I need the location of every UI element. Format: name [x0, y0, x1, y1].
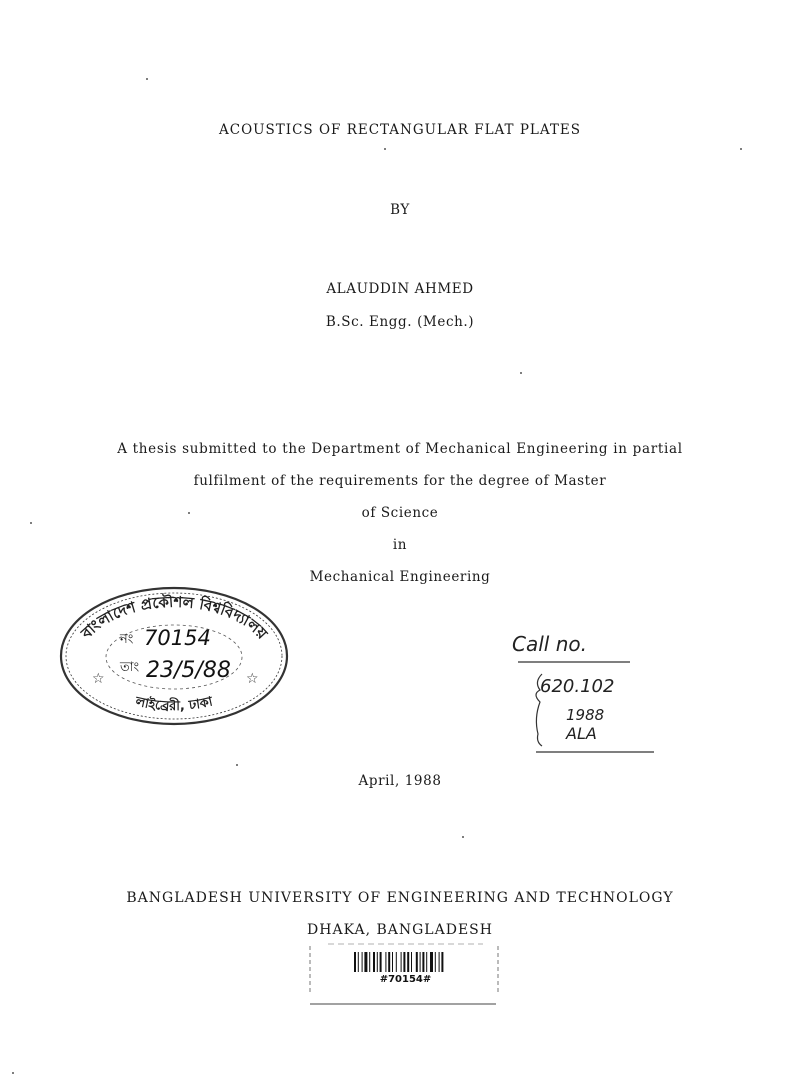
stamp-bottom-text: লাইব্রেরী, ঢাকা [133, 694, 215, 715]
stamp-date-value: 23/5/88 [146, 658, 231, 683]
stamp-accession-number: 70154 [144, 626, 211, 650]
institution-location: DHAKA, BANGLADESH [307, 922, 493, 938]
stamp-date-prefix: তাং [120, 660, 140, 675]
stamp-accession-prefix: নং [120, 632, 134, 647]
svg-text:লাইব্রেরী, ঢাকা [133, 694, 215, 714]
star-icon: ☆ [92, 671, 105, 687]
call-number-note [508, 618, 658, 758]
call-number-heading: Call no. [512, 632, 587, 656]
stamp-ring-text: বাংলাদেশ প্রকৌশল বিশ্ববিদ্যালয় [77, 592, 272, 643]
call-number-author-code: ALA [566, 724, 597, 743]
barcode-bars [354, 952, 443, 972]
thesis-title: ACOUSTICS OF RECTANGULAR FLAT PLATES [218, 122, 582, 138]
statement-line-1: A thesis submitted to the Department of Mechanical Engineering in partial [117, 441, 683, 457]
submission-date: April, 1988 [358, 773, 442, 789]
institution-name: BANGLADESH UNIVERSITY OF ENGINEERING AND TECHNOLOGY [126, 890, 674, 906]
statement-line-3: of Science [361, 505, 439, 521]
barcode-number: #70154# [379, 974, 432, 985]
call-number-class: 620.102 [540, 676, 615, 697]
library-stamp [58, 585, 290, 727]
author-degree: B.Sc. Engg. (Mech.) [325, 314, 475, 330]
statement-line-4: in [392, 537, 408, 553]
author-name: ALAUDDIN AHMED [326, 281, 474, 297]
star-icon: ☆ [246, 671, 259, 687]
call-number-year: 1988 [566, 706, 605, 724]
statement-line-5: Mechanical Engineering [309, 569, 491, 585]
statement-line-2: fulfilment of the requirements for the degree of Master [193, 473, 607, 489]
by-label: BY [390, 202, 410, 218]
